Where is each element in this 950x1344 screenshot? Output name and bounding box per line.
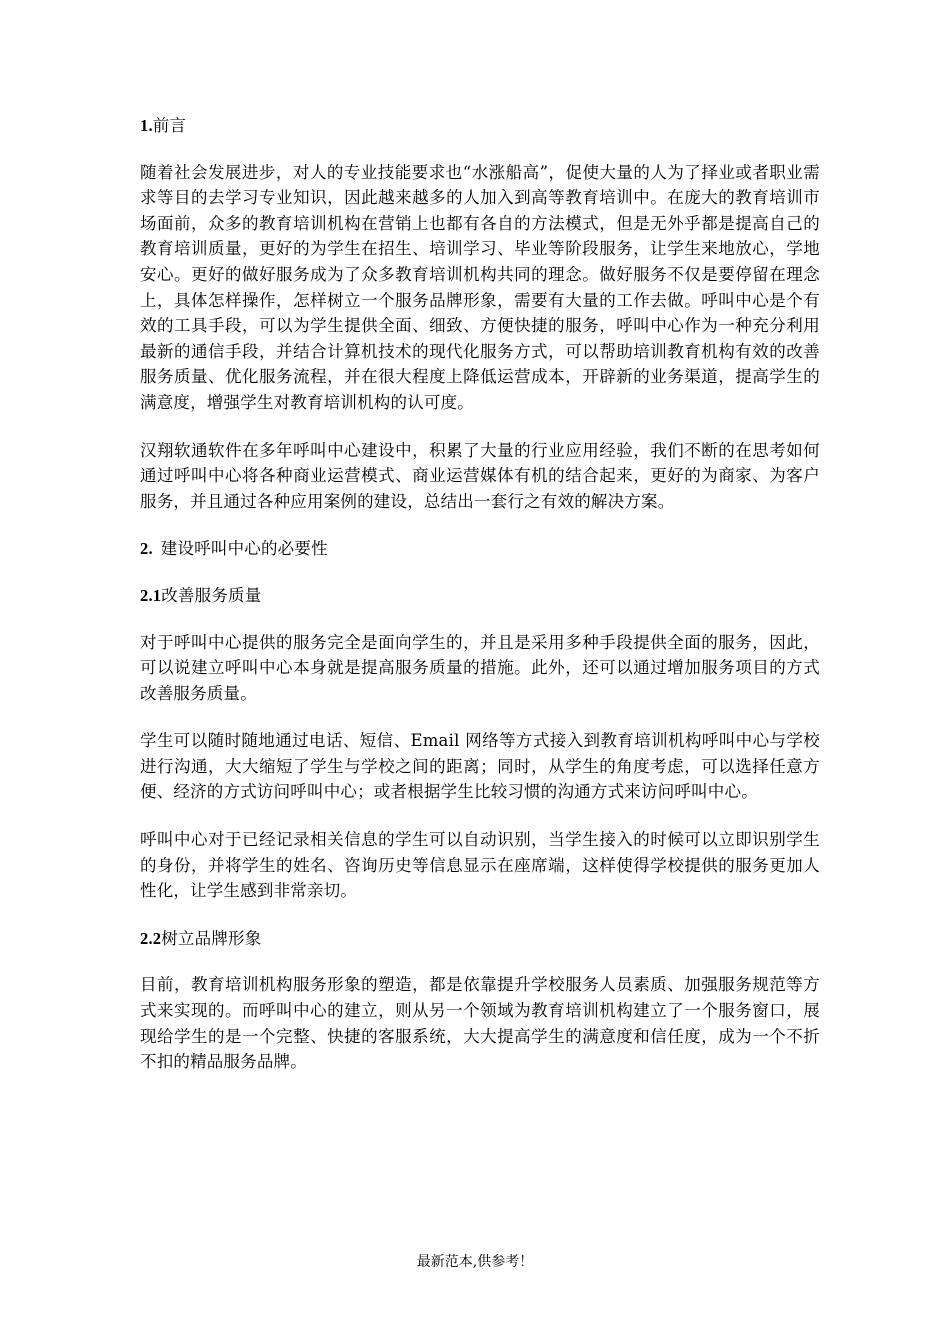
paragraph: 学生可以随时随地通过电话、短信、Email 网络等方式接入到教育培训机构呼叫中心与学校进行沟通，大大缩短了学生与学校之间的距离；同时，从学生的角度考虑，可以选择任意方便、经济的方式访问呼叫中心；或者根据学生比较习惯的沟通方式来访问呼叫中心。 [140, 731, 820, 802]
paragraph: 随着社会发展进步，对人的专业技能要求也“水涨船高”，促使大量的人为了择业或者职业需求等目的去学习专业知识，因此越来越多的人加入到高等教育培训中。在庞大的教育培训市场面前，众多的教育培训机构在营销上也都有各自的方法模式，但是无外乎都是提高自己的教育培训质量，更好的为学生在招生、培训学习、毕业等阶段服务，让学生来地放心，学地安心。更好的做好服务成为了众多教育培训机构共同的理念。做好服务不仅是要停留在理念上，具体怎样操作，怎样树立一个服务品牌形象，需要有大量的工作去做。呼叫中心是个有效的工具手段，可以为学生提供全面、细致、方便快捷的服务，呼叫中心作为一种充分利用最新的通信手段，并结合计算机技术的现代化服务方式，可以帮助培训教育机构有效的改善服务质量、优化服务流程，并在很大程度上降低运营成本，开辟新的业务渠道，提高学生的满意度，增强学生对教育培训机构的认可度。 [140, 162, 820, 412]
paragraph: 汉翔软通软件在多年呼叫中心建设中，积累了大量的行业应用经验，我们不断的在思考如何通过呼叫中心将各种商业运营模式、商业运营媒体有机的结合起来，更好的为商家、为客户服务，并且通过各种应用案例的建设，总结出一套行之有效的解决方案。 [140, 440, 820, 511]
paragraph: 对于呼叫中心提供的服务完全是面向学生的，并且是采用多种手段提供全面的服务，因此，可以说建立呼叫中心本身就是提高服务质量的措施。此外，还可以通过增加服务项目的方式改善服务质量。 [140, 632, 820, 703]
section-2-2-heading [140, 926, 820, 952]
paragraph: 呼叫中心对于已经记录相关信息的学生可以自动识别，当学生接入的时候可以立即识别学生的身份，并将学生的姓名、咨询历史等信息显示在座席端，这样使得学校提供的服务更加人性化，让学生感到非常亲切。 [140, 830, 820, 901]
section-2-heading [140, 536, 820, 562]
page-footer: 最新范本,供参考！ [416, 1254, 534, 1270]
section-1-heading [140, 113, 820, 139]
paragraph: 目前，教育培训机构服务形象的塑造，都是依靠提升学校服务人员素质、加强服务规范等方式来实现的。而呼叫中心的建立，则从另一个领域为教育培训机构建立了一个服务窗口，展现给学生的是一个完整、快捷的客服系统，大大提高学生的满意度和信任度，成为一个不折不扣的精品服务品牌。 [140, 975, 820, 1072]
section-2-number: 2. [140, 539, 153, 559]
section-2-1-heading [140, 583, 820, 609]
section-1-title: 前言 [152, 116, 187, 135]
document-body [140, 113, 820, 1097]
section-2-2-number: 2.2 [140, 928, 162, 948]
section-2-1-number: 2.1 [140, 585, 162, 605]
section-2-2-title: 树立品牌形象 [161, 928, 262, 948]
section-1-number: 1. [140, 116, 153, 135]
section-2-1-title: 改善服务质量 [161, 585, 262, 605]
section-2-title: 建设呼叫中心的必要性 [160, 539, 328, 559]
